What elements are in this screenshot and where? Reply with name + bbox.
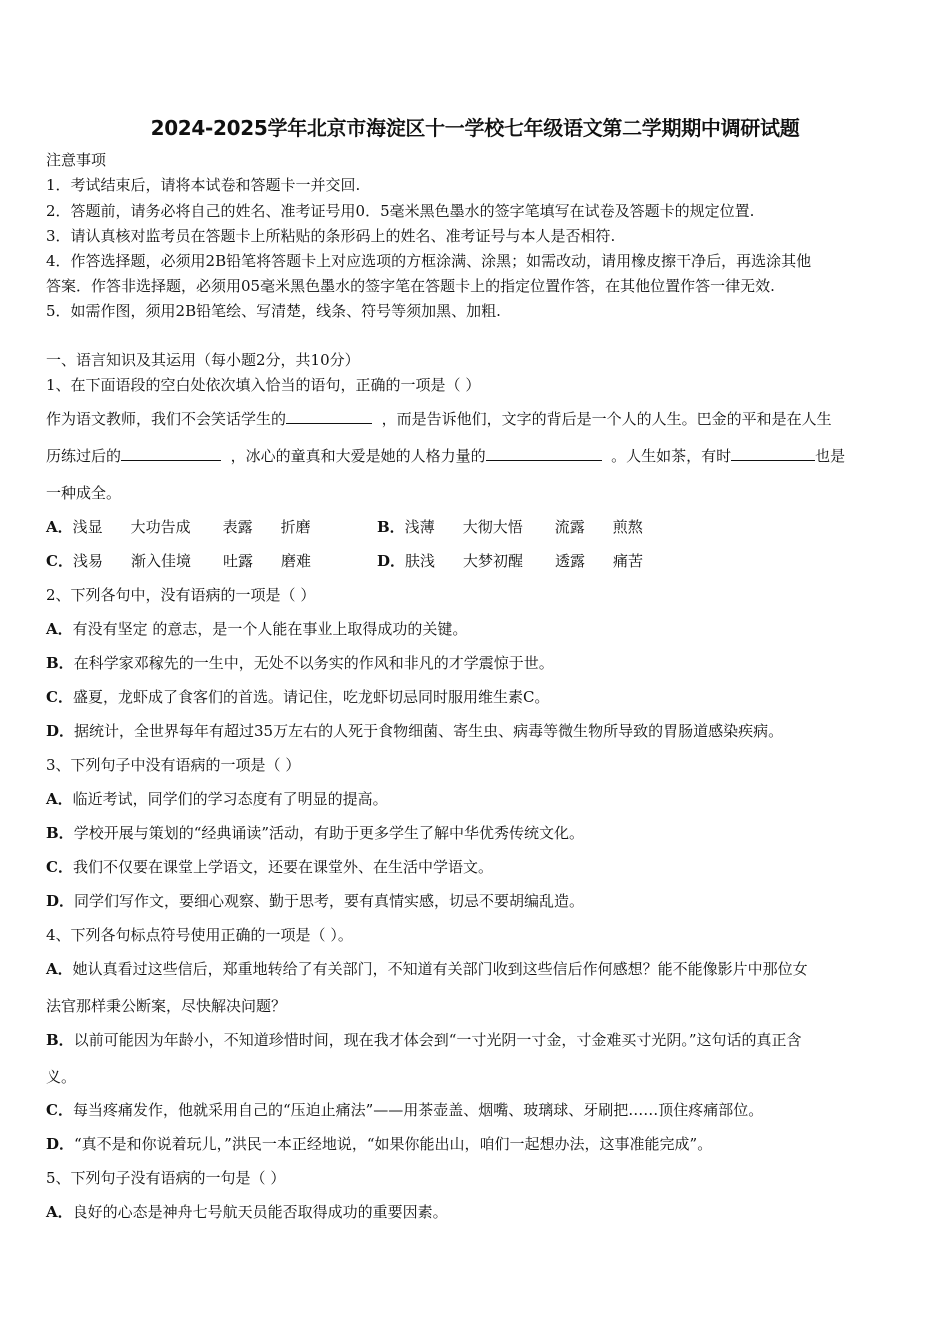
option-mark: B． [46, 824, 74, 842]
option-mark: B． [46, 654, 74, 672]
option-text: 据统计，全世界每年有超过35万左右的人死于食物细菌、寄生虫、病毒等微生物所导致的胃肠道感染疾病。 [74, 722, 784, 740]
option-text: 在科学家邓稼先的一生中，无处不以务实的作风和非凡的才学震惊于世。 [73, 654, 554, 672]
q1-passage-line-2 [46, 446, 845, 466]
notice-heading: 注意事项 [46, 151, 107, 169]
option-word: 渐入佳境 [130, 552, 191, 570]
q1-text: ，而是告诉他们，文字的背后是一个人的人生。巴金的平和是在人生 [381, 410, 832, 428]
answer-blank [286, 409, 372, 424]
exam-title: 2024-2025学年北京市海淀区十一学校七年级语文第二学期期中调研试题 [150, 116, 800, 140]
option-text: 盛夏，龙虾成了食客们的首选。请记住，吃龙虾切忌同时服用维生素C。 [72, 688, 550, 706]
option-text: 良好的心态是神舟七号航天员能否取得成功的重要因素。 [72, 1203, 448, 1221]
q5-option-a[interactable] [46, 1202, 448, 1222]
q3-option-a[interactable] [46, 789, 388, 809]
answer-blank [121, 446, 221, 461]
option-word: 痛苦 [613, 552, 644, 570]
q4-option-b-cont: 义。 [46, 1068, 77, 1086]
q5-stem: 5、下列句子没有语病的一句是（ ） [46, 1169, 286, 1187]
q2-option-d[interactable] [46, 721, 783, 741]
option-mark: A． [46, 790, 73, 808]
q2-option-a[interactable] [46, 619, 467, 639]
q1-passage-line-3: 一种成全。 [46, 484, 122, 502]
option-mark: A． [46, 518, 73, 536]
q1-text: ，冰心的童真和大爱是她的人格力量的 [230, 447, 486, 465]
option-word: 浅薄 [404, 518, 435, 536]
option-word: 吐露 [222, 552, 253, 570]
q1-text: 作为语文教师，我们不会笑话学生的 [46, 410, 287, 428]
q3-option-d[interactable] [46, 891, 584, 911]
q2-option-c[interactable] [46, 687, 549, 707]
q4-option-a-cont: 法官那样秉公断案，尽快解决问题？ [46, 997, 287, 1015]
option-mark: B． [377, 518, 405, 536]
option-word: 透露 [555, 552, 586, 570]
option-text: 我们不仅要在课堂上学语文，还要在课堂外、在生活中学语文。 [72, 858, 493, 876]
option-mark: A． [46, 1203, 73, 1221]
q3-stem: 3、下列句子中没有语病的一项是（ ） [46, 756, 301, 774]
option-word: 浅易 [72, 552, 103, 570]
notice-item-1: 1．考试结束后，请将本试卷和答题卡一并交回. [46, 176, 361, 194]
q1-option-b[interactable] [377, 517, 643, 537]
q1-passage-line-1 [46, 409, 832, 429]
option-mark: D． [46, 892, 75, 910]
option-text: 每当疼痛发作，他就采用自己的“压迫止痛法”——用茶壶盖、烟嘴、玻璃球、牙刷把……顶住疼痛部位。 [72, 1101, 764, 1119]
option-word: 大梦初醒 [463, 552, 524, 570]
option-mark: C． [46, 552, 73, 570]
option-mark: C． [46, 858, 73, 876]
q1-option-a[interactable] [46, 517, 311, 537]
notice-item-3: 3．请认真核对监考员在答题卡上所粘贴的条形码上的姓名、准考证号与本人是否相符. [46, 227, 616, 245]
answer-blank [731, 446, 815, 461]
option-mark: A． [46, 960, 73, 978]
section-heading: 一、语言知识及其运用（每小题2分，共10分） [46, 351, 360, 369]
option-word: 磨难 [280, 552, 311, 570]
q4-option-c[interactable] [46, 1100, 763, 1120]
q1-option-c[interactable] [46, 551, 311, 571]
notice-item-4-cont: 答案．作答非选择题，必须用05毫米黑色墨水的签字笔在答题卡上的指定位置作答，在其他位置作答一律无效. [46, 277, 775, 295]
q2-stem: 2、下列各句中，没有语病的一项是（ ） [46, 586, 316, 604]
option-text: 有没有坚定 的意志，是一个人能在事业上取得成功的关键。 [72, 620, 468, 638]
option-text: 临近考试，同学们的学习态度有了明显的提高。 [72, 790, 388, 808]
option-mark: A． [46, 620, 73, 638]
q1-text: 。人生如茶，有时 [611, 447, 732, 465]
option-word: 大彻大悟 [462, 518, 523, 536]
q1-text: 历练过后的 [46, 447, 122, 465]
option-mark: C． [46, 1101, 73, 1119]
q4-option-a[interactable] [46, 959, 808, 979]
option-mark: C． [46, 688, 73, 706]
option-mark: B． [46, 1031, 74, 1049]
option-word: 肤浅 [405, 552, 436, 570]
option-text: “真不是和你说着玩儿，”洪民一本正经地说，“如果你能出山，咱们一起想办法，这事准能完成”。 [74, 1135, 713, 1153]
q2-option-b[interactable] [46, 653, 554, 673]
notice-item-2: 2．答题前，请务必将自己的姓名、准考证号用0．5毫米黑色墨水的签字笔填写在试卷及答题卡的规定位置. [46, 202, 755, 220]
option-mark: D． [377, 552, 406, 570]
q1-text: 也是 [815, 447, 846, 465]
notice-item-4: 4．作答选择题，必须用2B铅笔将答题卡上对应选项的方框涂满、涂黑；如需改动，请用橡皮擦干净后，再选涂其他 [46, 252, 812, 270]
q3-option-b[interactable] [46, 823, 584, 843]
option-word: 大功告成 [130, 518, 191, 536]
q1-stem: 1、在下面语段的空白处依次填入恰当的语句，正确的一项是（ ） [46, 376, 481, 394]
option-word: 浅显 [72, 518, 103, 536]
option-word: 折磨 [280, 518, 311, 536]
answer-blank [486, 446, 602, 461]
option-text: 以前可能因为年龄小，不知道珍惜时间，现在我才体会到“一寸光阴一寸金，寸金难买寸光阴。”这句话的真正含 [73, 1031, 802, 1049]
option-mark: D． [46, 722, 75, 740]
q4-stem: 4、下列各句标点符号使用正确的一项是（ ）。 [46, 926, 353, 944]
option-text: 她认真看过这些信后，郑重地转给了有关部门，不知道有关部门收到这些信后作何感想？能不能像影片中那位女 [72, 960, 808, 978]
q4-option-b[interactable] [46, 1030, 802, 1050]
option-mark: D． [46, 1135, 75, 1153]
option-text: 同学们写作文，要细心观察、勤于思考，要有真情实感，切忌不要胡编乱造。 [74, 892, 585, 910]
q1-option-d[interactable] [377, 551, 643, 571]
option-word: 表露 [222, 518, 253, 536]
option-text: 学校开展与策划的“经典诵读”活动，有助于更多学生了解中华优秀传统文化。 [73, 824, 585, 842]
option-word: 流露 [554, 518, 585, 536]
notice-item-5: 5．如需作图，须用2B铅笔绘、写清楚，线条、符号等须加黑、加粗. [46, 302, 501, 320]
option-word: 煎熬 [612, 518, 643, 536]
q3-option-c[interactable] [46, 857, 493, 877]
q4-option-d[interactable] [46, 1134, 712, 1154]
